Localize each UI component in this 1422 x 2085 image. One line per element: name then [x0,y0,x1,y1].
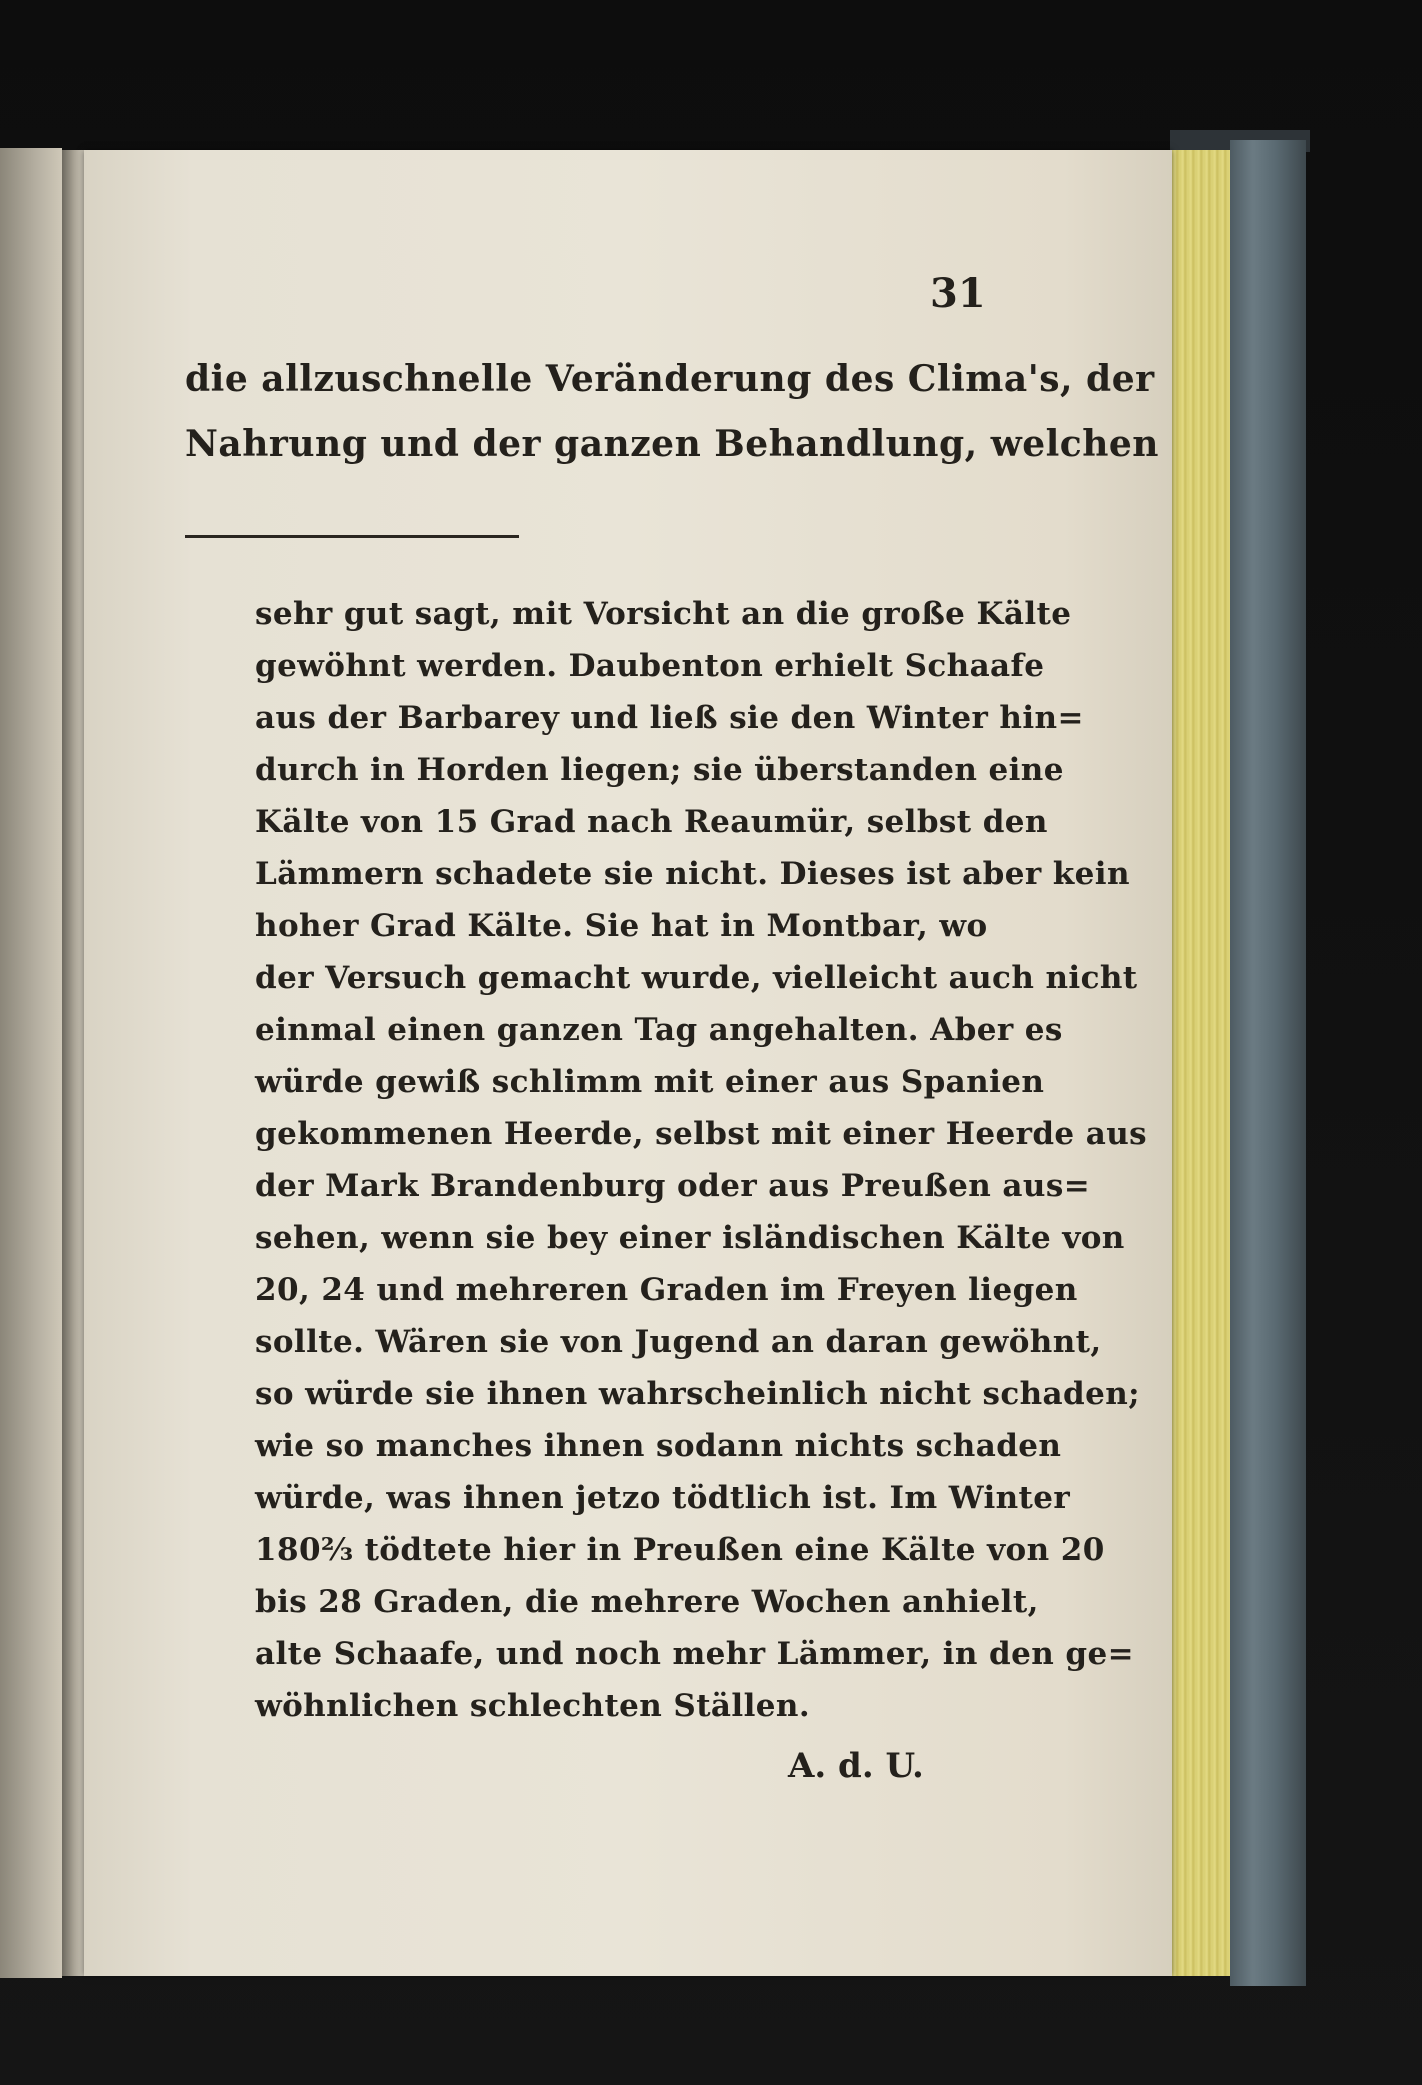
main-text-line-1: die allzuschnelle Veränderung des Clima's, der [185,358,1155,400]
page-number: 31 [930,270,986,317]
footnote-line: so würde sie ihnen wahrscheinlich nicht schaden; [255,1376,1141,1412]
footnote-line: würde, was ihnen jetzo tödtlich ist. Im Winter [255,1480,1071,1516]
footnote-line: hoher Grad Kälte. Sie hat in Montbar, wo [255,908,988,944]
left-page [0,148,62,1978]
gutter [62,150,86,1976]
footnote-rule [185,535,519,538]
footnote-line: sehen, wenn sie bey einer isländischen Kälte von [255,1220,1125,1256]
footnote-signature: A. d. U. [788,1746,924,1786]
footnote-line: alte Schaafe, und noch mehr Lämmer, in den ge= [255,1636,1134,1672]
footnote-line: wie so manches ihnen sodann nichts schaden [255,1428,1062,1464]
book-cover [1230,140,1306,1986]
footnote-line: würde gewiß schlimm mit einer aus Spanien [255,1064,1045,1100]
footnote-line: einmal einen ganzen Tag angehalten. Aber es [255,1012,1063,1048]
footnote-line: sehr gut sagt, mit Vorsicht an die große Kälte [255,596,1072,632]
footnote-line: Kälte von 15 Grad nach Reaumür, selbst den [255,804,1048,840]
footnote-line: gekommenen Heerde, selbst mit einer Heerde aus [255,1116,1148,1152]
main-text-line-2: Nahrung und der ganzen Behandlung, welchen [185,423,1159,465]
footnote-line: 20, 24 und mehreren Graden im Freyen liegen [255,1272,1078,1308]
footnote-line: wöhnlichen schlechten Ställen. [255,1688,811,1724]
footnote-line: Lämmern schadete sie nicht. Dieses ist aber kein [255,856,1130,892]
footnote-line: 180⅔ tödtete hier in Preußen eine Kälte von 20 [255,1532,1105,1568]
footnote-line: bis 28 Graden, die mehrere Wochen anhielt, [255,1584,1039,1620]
footnote-line: sollte. Wären sie von Jugend an daran gewöhnt, [255,1324,1102,1360]
footnote-line: durch in Horden liegen; sie überstanden eine [255,752,1064,788]
page-edges [1172,150,1230,1976]
footnote-line: der Mark Brandenburg oder aus Preußen aus= [255,1168,1091,1204]
footnote-line: aus der Barbarey und ließ sie den Winter hin= [255,700,1084,736]
footnote-line: der Versuch gemacht wurde, vielleicht auch nicht [255,960,1138,996]
footnote-line: gewöhnt werden. Daubenton erhielt Schaafe [255,648,1045,684]
